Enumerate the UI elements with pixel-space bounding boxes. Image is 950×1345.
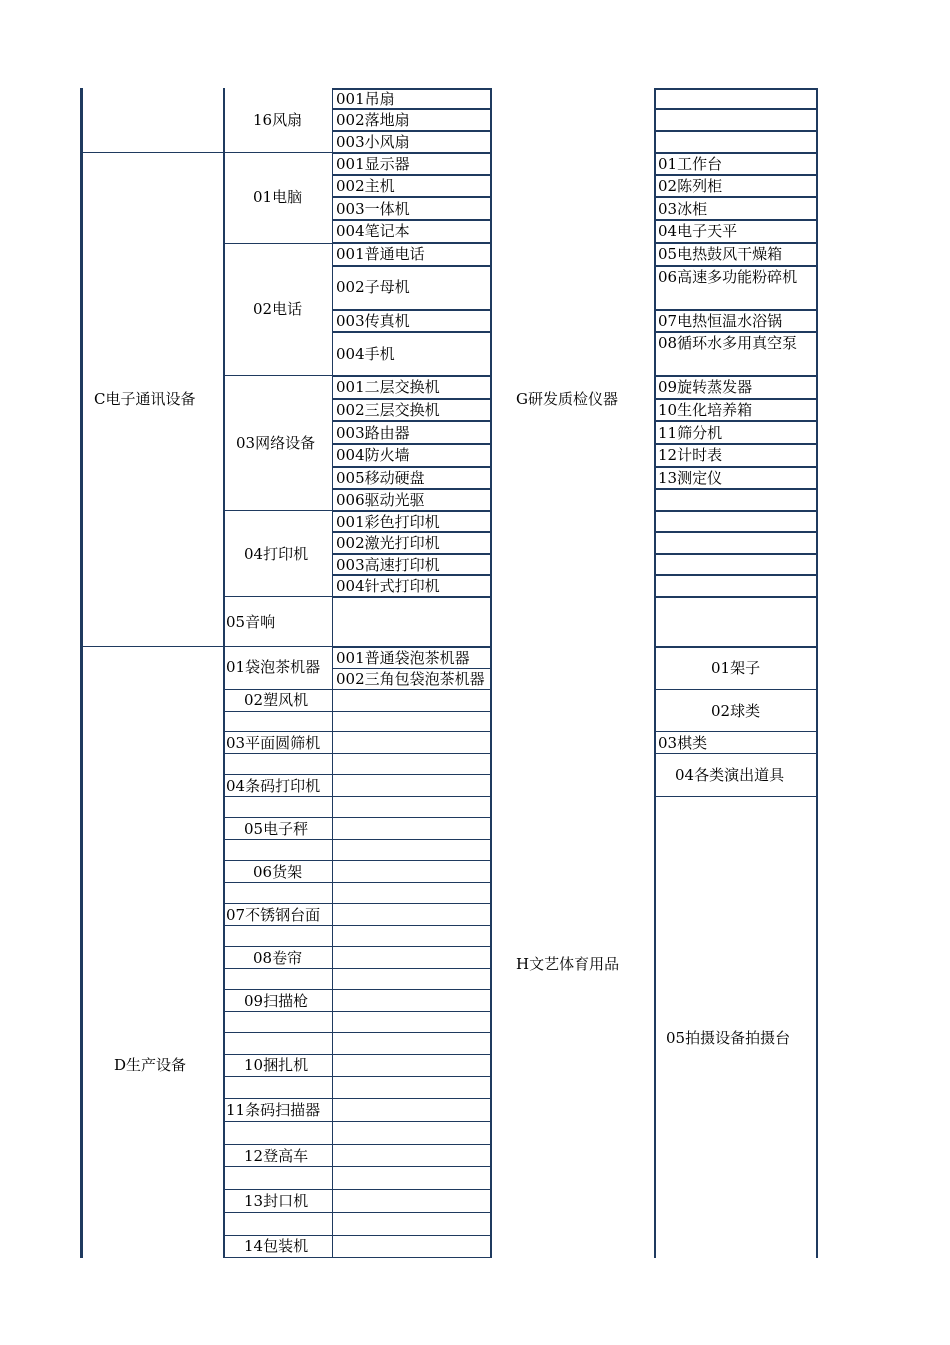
grid-line xyxy=(223,817,490,818)
grid-line xyxy=(654,398,816,400)
grid-line xyxy=(332,265,490,267)
grid-line xyxy=(223,1212,490,1213)
grid-line xyxy=(332,88,490,90)
grid-line xyxy=(223,1011,490,1012)
grid-line xyxy=(223,753,490,754)
grid-line xyxy=(223,1257,490,1258)
grid-line xyxy=(80,152,332,153)
grid-line xyxy=(223,1054,490,1055)
grid-line xyxy=(654,219,816,221)
sub-label: 05电子秤 xyxy=(244,820,309,838)
grid-line xyxy=(654,375,816,377)
item-cell: 001吊扇 xyxy=(336,90,395,108)
sub-label: 03平面圆筛机 xyxy=(226,734,321,752)
group-label-c: C电子通讯设备 xyxy=(94,390,196,408)
grid-line xyxy=(223,860,490,861)
grid-line xyxy=(223,839,490,840)
grid-line xyxy=(654,196,816,198)
grid-line xyxy=(223,510,332,511)
item-cell: 001显示器 xyxy=(336,155,410,173)
grid-line xyxy=(223,1235,490,1236)
grid-line xyxy=(223,88,225,1258)
grid-line xyxy=(223,1076,490,1077)
grid-line xyxy=(332,375,490,377)
item-cell: 001彩色打印机 xyxy=(336,513,440,531)
grid-line xyxy=(332,88,333,1258)
grid-line xyxy=(654,108,816,110)
grid-line xyxy=(654,510,816,512)
grid-line xyxy=(654,574,816,576)
item-cell: 004手机 xyxy=(336,345,395,363)
grid-line xyxy=(332,466,490,468)
grid-line xyxy=(223,946,490,947)
grid-line xyxy=(332,488,490,490)
sub-label: 05音响 xyxy=(226,613,276,631)
grid-line xyxy=(332,108,490,110)
grid-line xyxy=(654,689,816,690)
item-cell: 006驱动光驱 xyxy=(336,491,425,509)
sub-label: 14包装机 xyxy=(244,1237,309,1255)
sub-label: 02塑风机 xyxy=(244,691,309,709)
grid-line xyxy=(654,309,816,311)
grid-line xyxy=(654,753,816,754)
grid-line xyxy=(332,553,490,555)
item-cell: 004防火墙 xyxy=(336,446,410,464)
grid-line xyxy=(223,796,490,797)
sub-label: 03网络设备 xyxy=(236,434,316,452)
grid-line xyxy=(654,242,816,244)
item-cell: 002三角包袋泡茶机器 xyxy=(336,670,485,688)
grid-line xyxy=(223,1166,490,1167)
grid-line xyxy=(332,309,490,311)
grid-line xyxy=(223,989,490,990)
grid-line xyxy=(654,596,816,598)
grid-line xyxy=(223,1098,490,1099)
grid-line xyxy=(654,420,816,422)
grid-line xyxy=(332,196,490,198)
sub-label: 09扫描枪 xyxy=(244,992,309,1010)
grid-line xyxy=(654,152,816,154)
item-cell: 02陈列柜 xyxy=(658,177,723,195)
grid-line xyxy=(332,646,490,648)
item-cell: 12计时表 xyxy=(658,446,723,464)
item-cell: 002激光打印机 xyxy=(336,534,440,552)
sub-label: 16风扇 xyxy=(253,111,303,129)
grid-line xyxy=(654,88,656,1258)
grid-line xyxy=(223,731,490,732)
sub-label: 01电脑 xyxy=(253,188,303,206)
item-cell: 002落地扇 xyxy=(336,111,410,129)
grid-line xyxy=(332,420,490,422)
sub-label: 06货架 xyxy=(253,863,303,881)
grid-line xyxy=(332,219,490,221)
item-cell: 01架子 xyxy=(711,659,761,677)
item-cell: 003高速打印机 xyxy=(336,556,440,574)
grid-line xyxy=(80,88,83,1258)
grid-line xyxy=(332,130,490,132)
grid-line xyxy=(490,88,492,1258)
grid-line xyxy=(654,531,816,533)
grid-line xyxy=(816,88,818,1258)
item-cell: 004笔记本 xyxy=(336,222,410,240)
grid-line xyxy=(654,174,816,176)
sub-label: 02电话 xyxy=(253,300,303,318)
item-cell: 04各类演出道具 xyxy=(675,766,785,784)
grid-line xyxy=(332,152,490,154)
grid-line xyxy=(654,731,816,732)
item-cell: 02球类 xyxy=(711,702,761,720)
grid-line xyxy=(223,925,490,926)
item-cell: 002主机 xyxy=(336,177,395,195)
grid-line xyxy=(654,443,816,445)
item-cell: 08循环水多用真空泵 xyxy=(658,334,798,352)
grid-line xyxy=(654,331,816,333)
sub-label: 11条码扫描器 xyxy=(226,1101,321,1119)
grid-line xyxy=(332,174,490,176)
item-cell: 05拍摄设备拍摄台 xyxy=(666,1029,791,1047)
item-cell: 06高速多功能粉碎机 xyxy=(658,268,798,286)
sub-label: 12登高车 xyxy=(244,1147,309,1165)
grid-line xyxy=(332,443,490,445)
item-cell: 001二层交换机 xyxy=(336,378,440,396)
grid-line xyxy=(654,796,816,797)
grid-line xyxy=(223,1144,490,1145)
grid-line xyxy=(223,882,490,883)
grid-line xyxy=(223,1189,490,1190)
grid-line xyxy=(223,1121,490,1122)
grid-line xyxy=(654,488,816,490)
sub-label: 04条码打印机 xyxy=(226,777,321,795)
item-cell: 13测定仪 xyxy=(658,469,723,487)
sub-label: 08卷帘 xyxy=(253,949,303,967)
grid-line xyxy=(223,968,490,969)
sub-label: 01袋泡茶机器 xyxy=(226,658,321,676)
item-cell: 002三层交换机 xyxy=(336,401,440,419)
item-cell: 004针式打印机 xyxy=(336,577,440,595)
item-cell: 005移动硬盘 xyxy=(336,469,425,487)
grid-line xyxy=(223,774,490,775)
item-cell: 003小风扇 xyxy=(336,133,410,151)
grid-line xyxy=(654,130,816,132)
grid-line xyxy=(223,711,490,712)
item-cell: 07电热恒温水浴锅 xyxy=(658,312,783,330)
sub-label: 13封口机 xyxy=(244,1192,309,1210)
group-label-d: D生产设备 xyxy=(114,1056,187,1074)
grid-line xyxy=(332,510,490,512)
grid-line xyxy=(654,88,816,90)
item-cell: 11筛分机 xyxy=(658,424,723,442)
grid-line xyxy=(332,331,490,333)
grid-line xyxy=(223,243,332,244)
item-cell: 002子母机 xyxy=(336,278,410,296)
grid-line xyxy=(223,375,332,376)
item-cell: 001普通电话 xyxy=(336,245,425,263)
item-cell: 003路由器 xyxy=(336,424,410,442)
item-cell: 01工作台 xyxy=(658,155,723,173)
item-cell: 003一体机 xyxy=(336,200,410,218)
grid-line xyxy=(654,646,816,648)
grid-line xyxy=(223,903,490,904)
group-label-g: G研发质检仪器 xyxy=(516,390,618,408)
group-label-h: H文艺体育用品 xyxy=(516,955,620,973)
grid-line xyxy=(223,1032,490,1033)
sub-label: 07不锈钢台面 xyxy=(226,906,321,924)
grid-line xyxy=(332,531,490,533)
item-cell: 001普通袋泡茶机器 xyxy=(336,649,470,667)
grid-line xyxy=(223,596,332,597)
sub-label: 10捆扎机 xyxy=(244,1056,309,1074)
grid-line xyxy=(223,689,490,690)
item-cell: 03棋类 xyxy=(658,734,708,752)
item-cell: 09旋转蒸发器 xyxy=(658,378,753,396)
sub-label: 04打印机 xyxy=(244,545,309,563)
grid-line xyxy=(80,646,332,647)
grid-line xyxy=(332,398,490,400)
item-cell: 03冰柜 xyxy=(658,200,708,218)
grid-line xyxy=(332,242,490,244)
grid-line xyxy=(654,466,816,468)
grid-line xyxy=(654,553,816,555)
grid-line xyxy=(332,596,490,598)
item-cell: 003传真机 xyxy=(336,312,410,330)
grid-line xyxy=(332,668,490,669)
item-cell: 04电子天平 xyxy=(658,222,738,240)
grid-line xyxy=(332,574,490,576)
item-cell: 10生化培养箱 xyxy=(658,401,753,419)
item-cell: 05电热鼓风干燥箱 xyxy=(658,245,783,263)
grid-line xyxy=(654,265,816,267)
